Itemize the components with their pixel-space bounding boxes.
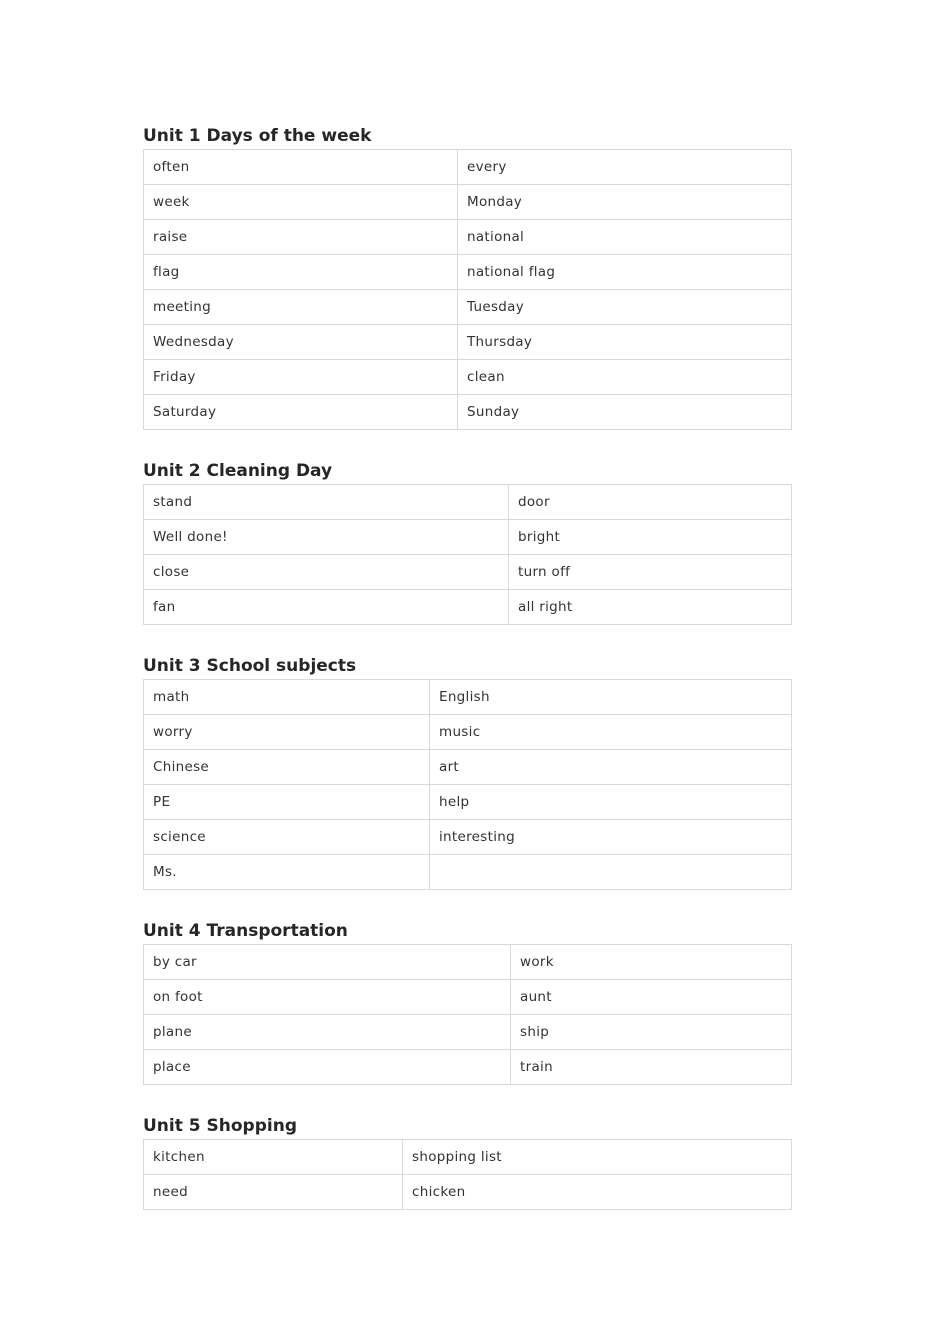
- word-cell: Ms.: [144, 855, 430, 890]
- word-cell: Friday: [144, 360, 458, 395]
- word-cell: PE: [144, 785, 430, 820]
- word-cell: every: [458, 150, 792, 185]
- table-row: [144, 555, 792, 590]
- table-row: [144, 325, 792, 360]
- unit-section: [143, 919, 792, 1085]
- word-cell: English: [430, 680, 792, 715]
- word-cell: work: [511, 945, 792, 980]
- table-row: [144, 185, 792, 220]
- unit-title: Unit 4 Transportation: [143, 921, 348, 941]
- word-cell: interesting: [430, 820, 792, 855]
- table-row: [144, 1050, 792, 1085]
- word-cell: raise: [144, 220, 458, 255]
- table-row: [144, 715, 792, 750]
- word-cell: often: [144, 150, 458, 185]
- table-row: [144, 1175, 792, 1210]
- table-row: [144, 290, 792, 325]
- word-cell: clean: [458, 360, 792, 395]
- table-row: [144, 395, 792, 430]
- word-cell: chicken: [403, 1175, 792, 1210]
- word-cell: Wednesday: [144, 325, 458, 360]
- word-cell: science: [144, 820, 430, 855]
- word-cell: Monday: [458, 185, 792, 220]
- table-row: [144, 150, 792, 185]
- word-cell: [430, 855, 792, 890]
- unit-section: [143, 459, 792, 625]
- table-row: [144, 485, 792, 520]
- word-cell: Thursday: [458, 325, 792, 360]
- table-row: [144, 220, 792, 255]
- word-cell: by car: [144, 945, 511, 980]
- word-cell: ship: [511, 1015, 792, 1050]
- word-cell: stand: [144, 485, 509, 520]
- unit-title: Unit 1 Days of the week: [143, 126, 372, 146]
- vocabulary-table: [143, 149, 792, 430]
- word-cell: flag: [144, 255, 458, 290]
- table-row: [144, 255, 792, 290]
- document-page: [143, 124, 792, 1239]
- unit-title: Unit 3 School subjects: [143, 656, 357, 676]
- vocabulary-table: [143, 1139, 792, 1210]
- vocabulary-table: [143, 484, 792, 625]
- word-cell: fan: [144, 590, 509, 625]
- word-cell: national flag: [458, 255, 792, 290]
- word-cell: national: [458, 220, 792, 255]
- word-cell: door: [509, 485, 792, 520]
- table-row: [144, 1015, 792, 1050]
- word-cell: help: [430, 785, 792, 820]
- word-cell: close: [144, 555, 509, 590]
- unit-title: Unit 5 Shopping: [143, 1116, 297, 1136]
- table-row: [144, 750, 792, 785]
- word-cell: all right: [509, 590, 792, 625]
- unit-section: [143, 124, 792, 430]
- table-row: [144, 590, 792, 625]
- table-row: [144, 855, 792, 890]
- word-cell: math: [144, 680, 430, 715]
- unit-section: [143, 654, 792, 890]
- word-cell: on foot: [144, 980, 511, 1015]
- table-row: [144, 820, 792, 855]
- table-row: [144, 520, 792, 555]
- table-row: [144, 1140, 792, 1175]
- table-row: [144, 945, 792, 980]
- word-cell: week: [144, 185, 458, 220]
- word-cell: kitchen: [144, 1140, 403, 1175]
- vocabulary-table: [143, 679, 792, 890]
- word-cell: Sunday: [458, 395, 792, 430]
- word-cell: Saturday: [144, 395, 458, 430]
- word-cell: art: [430, 750, 792, 785]
- word-cell: plane: [144, 1015, 511, 1050]
- word-cell: aunt: [511, 980, 792, 1015]
- word-cell: Chinese: [144, 750, 430, 785]
- word-cell: Tuesday: [458, 290, 792, 325]
- word-cell: bright: [509, 520, 792, 555]
- word-cell: music: [430, 715, 792, 750]
- word-cell: turn off: [509, 555, 792, 590]
- unit-section: [143, 1114, 792, 1210]
- word-cell: shopping list: [403, 1140, 792, 1175]
- table-row: [144, 785, 792, 820]
- vocabulary-table: [143, 944, 792, 1085]
- table-row: [144, 680, 792, 715]
- table-row: [144, 980, 792, 1015]
- table-row: [144, 360, 792, 395]
- word-cell: place: [144, 1050, 511, 1085]
- word-cell: need: [144, 1175, 403, 1210]
- word-cell: train: [511, 1050, 792, 1085]
- word-cell: meeting: [144, 290, 458, 325]
- word-cell: Well done!: [144, 520, 509, 555]
- word-cell: worry: [144, 715, 430, 750]
- unit-title: Unit 2 Cleaning Day: [143, 461, 333, 481]
